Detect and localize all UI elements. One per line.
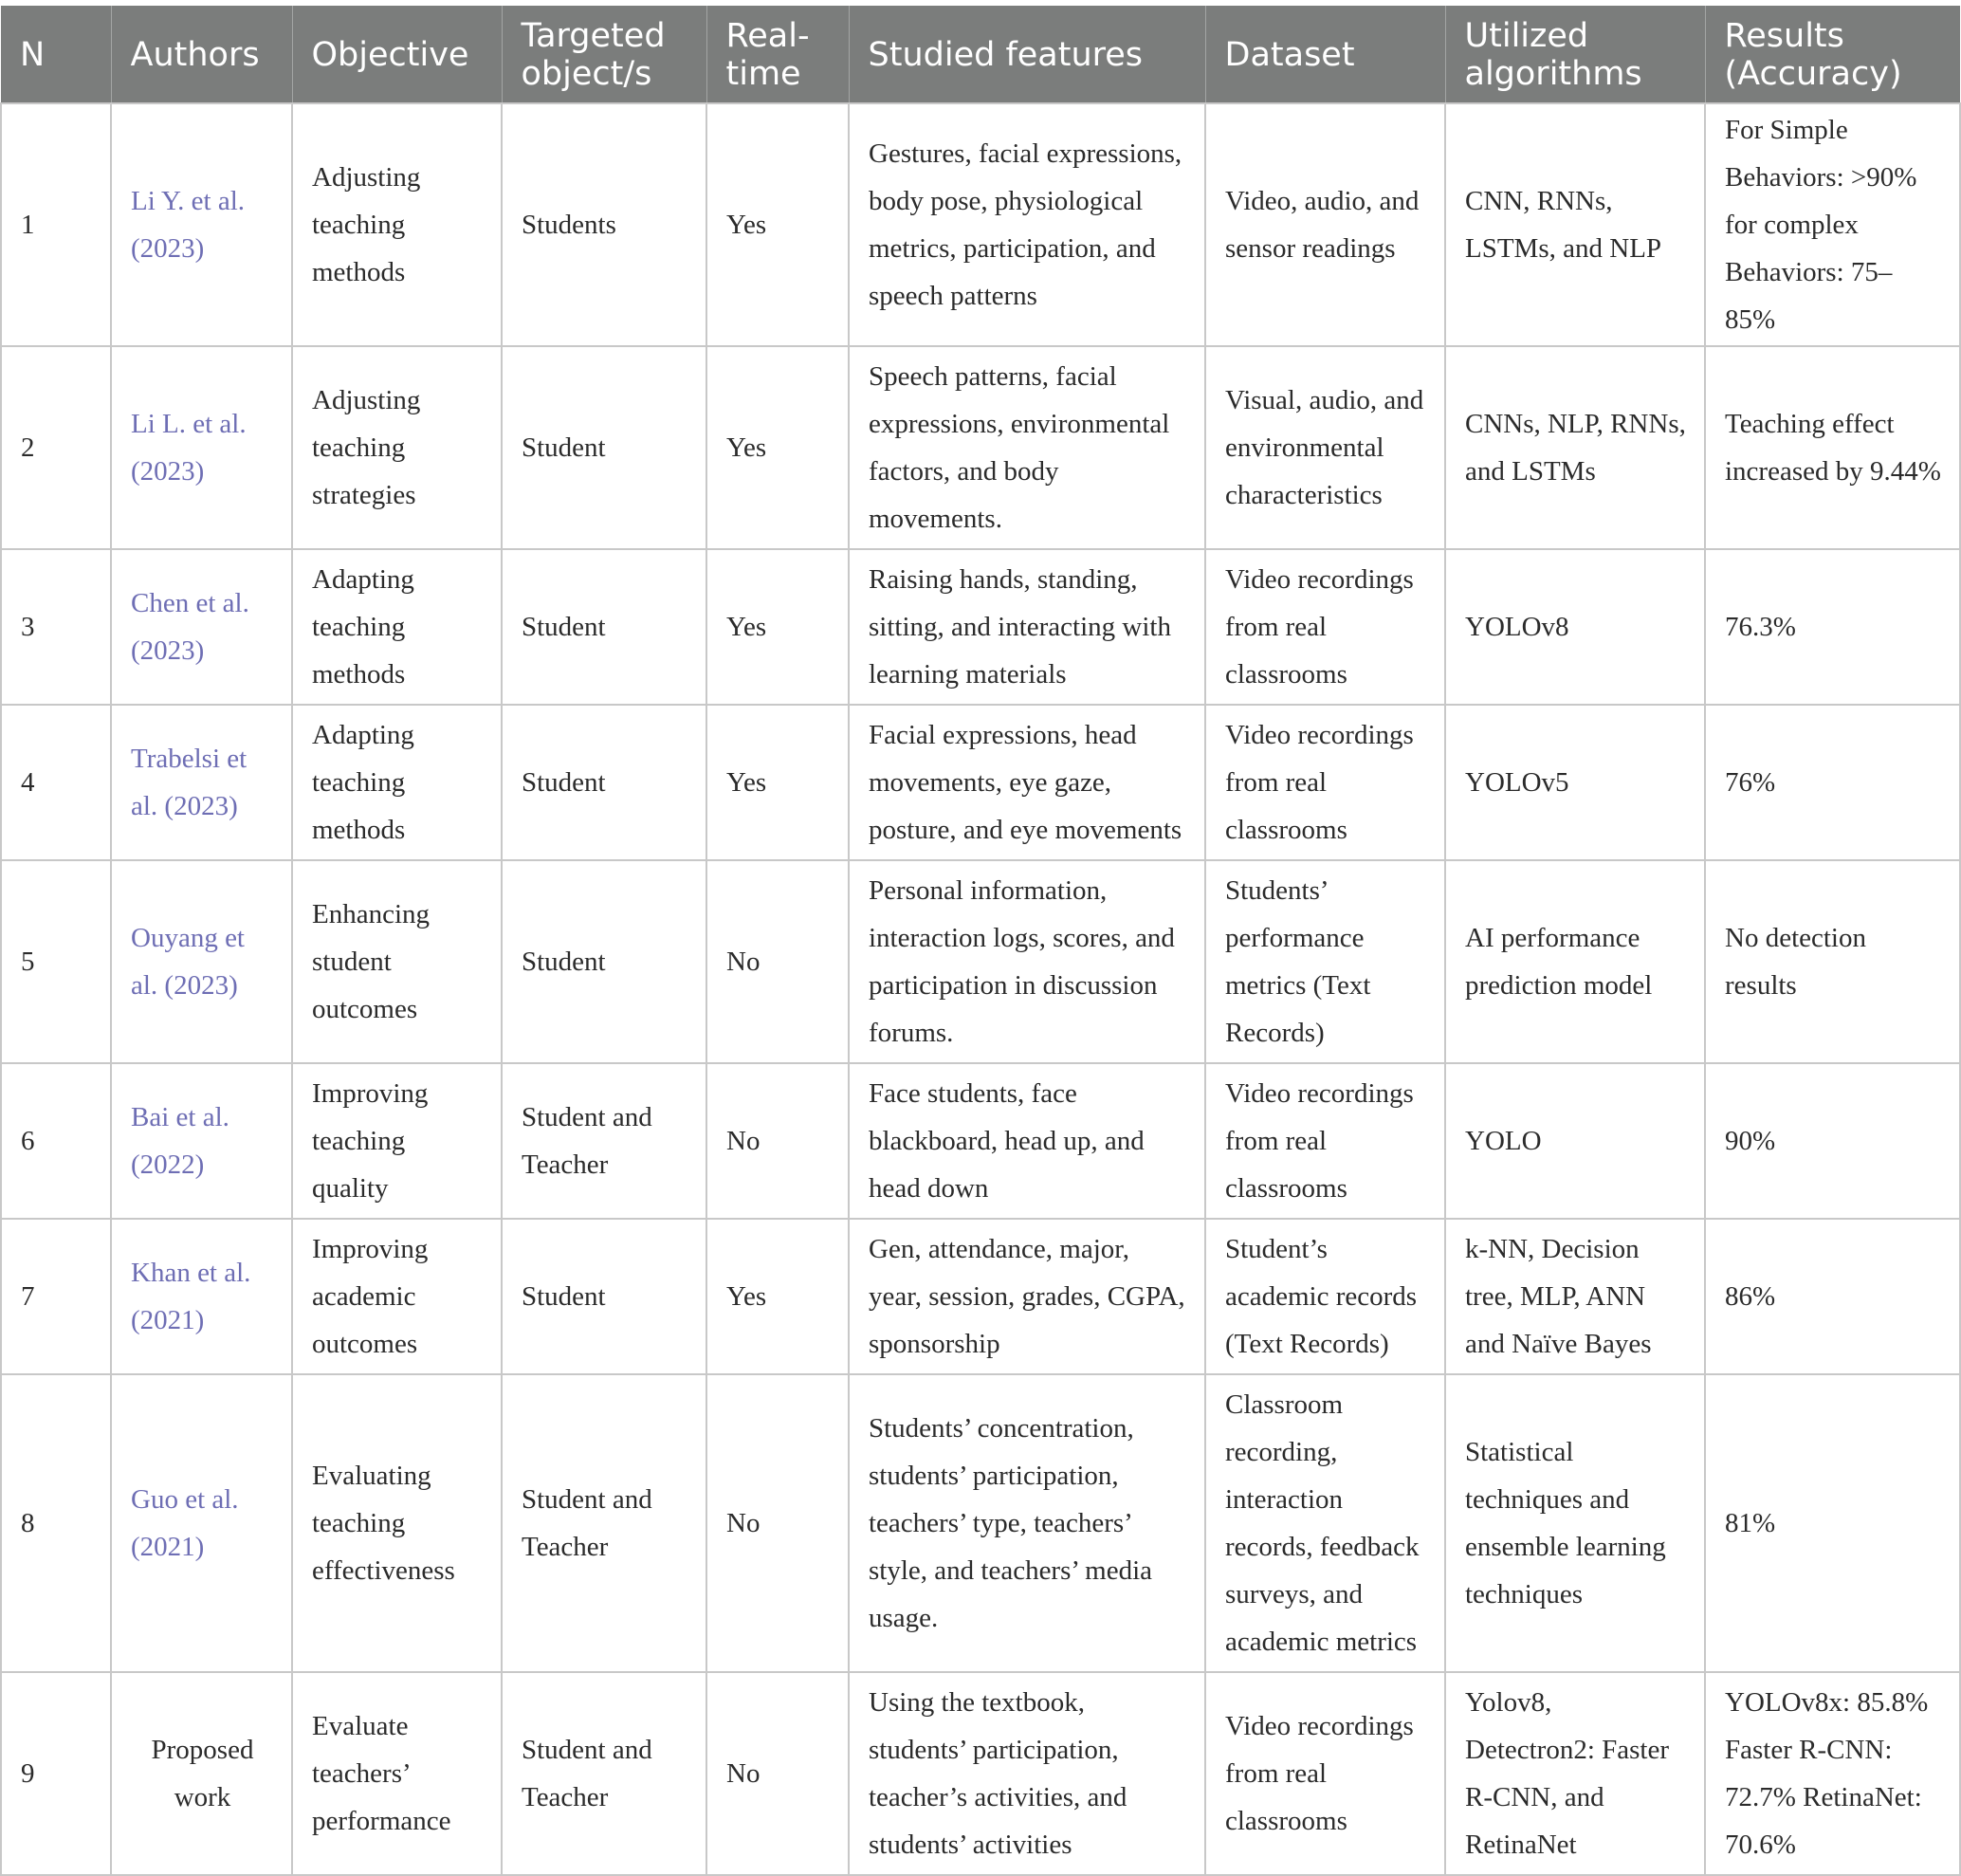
header-real-time: Real-time [706,6,849,103]
cell-authors-link[interactable]: Li Y. et al. (2023) [111,103,292,346]
cell-targeted: Student [502,860,706,1063]
cell-features: Facial expressions, head movements, eye gaze, posture, and eye movements [849,705,1205,860]
header-results: Results (Accuracy) [1705,6,1960,103]
cell-realtime: No [706,1063,849,1219]
cell-features: Using the textbook, students’ participation, teacher’s activities, and students’ activities [849,1672,1205,1875]
cell-dataset: Video recordings from real classrooms [1205,549,1445,705]
cell-results: 90% [1705,1063,1960,1219]
cell-algorithms: Statistical techniques and ensemble learning techniques [1445,1374,1705,1672]
cell-objective: Adjusting teaching methods [292,103,502,346]
cell-results: 86% [1705,1219,1960,1374]
cell-results: 81% [1705,1374,1960,1672]
cell-features: Raising hands, standing, sitting, and interacting with learning materials [849,549,1205,705]
cell-objective: Adjusting teaching strategies [292,346,502,549]
cell-n: 6 [1,1063,111,1219]
table-row [1,1672,1960,1875]
cell-algorithms: AI performance prediction model [1445,860,1705,1063]
cell-realtime: Yes [706,346,849,549]
cell-authors-link[interactable]: Guo et al. (2021) [111,1374,292,1672]
cell-dataset: Video, audio, and sensor readings [1205,103,1445,346]
table-row [1,705,1960,860]
cell-results: For Simple Behaviors: >90% for complex Behaviors: 75–85% [1705,103,1960,346]
cell-n: 1 [1,103,111,346]
cell-targeted: Student and Teacher [502,1063,706,1219]
cell-results: 76% [1705,705,1960,860]
table-row [1,549,1960,705]
cell-features: Students’ concentration, students’ participation, teachers’ type, teachers’ style, and teachers’ media usage. [849,1374,1205,1672]
cell-targeted: Student [502,705,706,860]
header-objective: Objective [292,6,502,103]
cell-algorithms: YOLOv5 [1445,705,1705,860]
cell-n: 3 [1,549,111,705]
cell-features: Gen, attendance, major, year, session, grades, CGPA, sponsorship [849,1219,1205,1374]
cell-authors-link[interactable]: Ouyang et al. (2023) [111,860,292,1063]
cell-realtime: Yes [706,103,849,346]
cell-results: YOLOv8x: 85.8% Faster R-CNN: 72.7% RetinaNet: 70.6% [1705,1672,1960,1875]
cell-realtime: No [706,860,849,1063]
cell-objective: Enhancing student outcomes [292,860,502,1063]
cell-dataset: Video recordings from real classrooms [1205,1672,1445,1875]
cell-targeted: Student and Teacher [502,1374,706,1672]
cell-dataset: Video recordings from real classrooms [1205,705,1445,860]
header-targeted-objects: Targeted object/s [502,6,706,103]
table-row [1,103,1960,346]
cell-algorithms: k-NN, Decision tree, MLP, ANN and Naïve Bayes [1445,1219,1705,1374]
header-studied-features: Studied features [849,6,1205,103]
header-utilized-algorithms: Utilized algorithms [1445,6,1705,103]
table-body [1,103,1960,1875]
comparison-table [0,6,1961,1876]
cell-authors: Proposed work [111,1672,292,1875]
cell-algorithms: CNN, RNNs, LSTMs, and NLP [1445,103,1705,346]
table-row [1,1219,1960,1374]
header-authors: Authors [111,6,292,103]
cell-objective: Evaluating teaching effectiveness [292,1374,502,1672]
cell-n: 4 [1,705,111,860]
cell-n: 5 [1,860,111,1063]
cell-results: Teaching effect increased by 9.44% [1705,346,1960,549]
cell-n: 7 [1,1219,111,1374]
cell-dataset: Video recordings from real classrooms [1205,1063,1445,1219]
cell-objective: Adapting teaching methods [292,549,502,705]
cell-results: No detection results [1705,860,1960,1063]
cell-objective: Adapting teaching methods [292,705,502,860]
cell-algorithms: YOLOv8 [1445,549,1705,705]
cell-dataset: Visual, audio, and environmental characteristics [1205,346,1445,549]
cell-authors-link[interactable]: Chen et al. (2023) [111,549,292,705]
cell-realtime: Yes [706,705,849,860]
table-row [1,1374,1960,1672]
cell-authors-link[interactable]: Bai et al. (2022) [111,1063,292,1219]
header-row [1,6,1960,103]
cell-realtime: Yes [706,549,849,705]
header-dataset: Dataset [1205,6,1445,103]
cell-algorithms: Yolov8, Detectron2: Faster R-CNN, and RetinaNet [1445,1672,1705,1875]
cell-objective: Improving academic outcomes [292,1219,502,1374]
cell-features: Gestures, facial expressions, body pose, physiological metrics, participation, and speech patterns [849,103,1205,346]
table-row [1,860,1960,1063]
cell-dataset: Student’s academic records (Text Records) [1205,1219,1445,1374]
cell-results: 76.3% [1705,549,1960,705]
cell-algorithms: YOLO [1445,1063,1705,1219]
cell-targeted: Student and Teacher [502,1672,706,1875]
cell-dataset: Students’ performance metrics (Text Records) [1205,860,1445,1063]
cell-features: Face students, face blackboard, head up, and head down [849,1063,1205,1219]
cell-n: 9 [1,1672,111,1875]
cell-targeted: Students [502,103,706,346]
cell-dataset: Classroom recording, interaction records, feedback surveys, and academic metrics [1205,1374,1445,1672]
cell-targeted: Student [502,549,706,705]
cell-realtime: No [706,1672,849,1875]
header-n: N [1,6,111,103]
cell-realtime: No [706,1374,849,1672]
cell-n: 8 [1,1374,111,1672]
cell-targeted: Student [502,346,706,549]
table-header [1,6,1960,103]
cell-targeted: Student [502,1219,706,1374]
cell-n: 2 [1,346,111,549]
cell-algorithms: CNNs, NLP, RNNs, and LSTMs [1445,346,1705,549]
table-row [1,1063,1960,1219]
cell-features: Personal information, interaction logs, scores, and participation in discussion forums. [849,860,1205,1063]
cell-realtime: Yes [706,1219,849,1374]
cell-features: Speech patterns, facial expressions, environmental factors, and body movements. [849,346,1205,549]
cell-objective: Evaluate teachers’ performance [292,1672,502,1875]
cell-objective: Improving teaching quality [292,1063,502,1219]
cell-authors-link[interactable]: Khan et al. (2021) [111,1219,292,1374]
table-row [1,346,1960,549]
cell-authors-link[interactable]: Li L. et al. (2023) [111,346,292,549]
cell-authors-link[interactable]: Trabelsi et al. (2023) [111,705,292,860]
